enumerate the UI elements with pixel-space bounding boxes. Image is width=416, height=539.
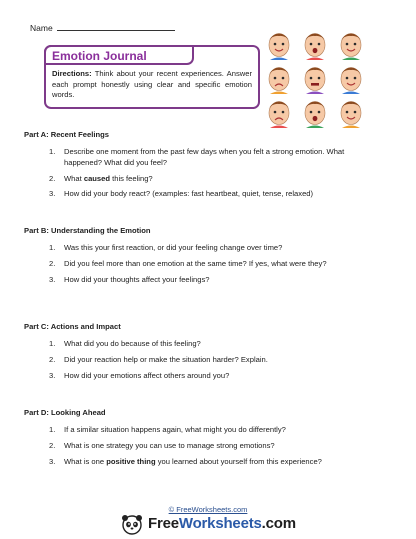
question-number: 3. [49,189,56,199]
question-number: 3. [49,456,56,466]
emotion-faces-icon [262,25,372,135]
face-icon [340,68,362,95]
question-text: this feeling? [110,173,153,183]
question-item [24,339,384,350]
directions-label: Directions: [52,69,92,78]
question-text: Was this your first reaction, or did your feeling change over time? [64,243,283,252]
question-number: 2. [49,440,56,450]
question-text: Did your reaction help or make the situation harder? Explain. [64,354,268,364]
question-item [24,259,384,270]
question-emphasis: caused [83,173,111,183]
section-title: Part A: Recent Feelings [24,130,109,139]
question-text: How did your body react? (examples: fast heartbeat, quiet, tense, relaxed) [64,189,314,199]
question-text: Describe one moment from the past few days when you felt a strong emotion. What happened? What did you feel? [64,147,345,167]
question-number: 3. [49,274,56,284]
face-icon [304,34,326,61]
question-number: 1. [49,147,56,156]
page-title: Emotion Journal [44,45,194,65]
section-b [24,226,384,290]
question-item [24,174,384,185]
question-text: How did your thoughts affect your feelings? [64,274,210,284]
name-line[interactable] [57,22,175,31]
section-title: Part D: Looking Ahead [24,408,106,417]
face-icon [340,34,362,61]
question-text: What is one [64,456,107,466]
face-icon [268,34,290,61]
question-item [24,371,384,382]
face-icon [304,102,326,129]
question-number: 2. [49,258,56,268]
directions-body: Think about your recent experiences. Answer each prompt honestly using clear and specific emotion words. [52,69,252,99]
question-text: What did you do because of this feeling? [64,339,201,348]
question-number: 3. [49,370,56,380]
panda-icon [120,513,144,535]
question-number: 2. [49,354,56,364]
face-icon [268,102,290,129]
logo-text: FreeWorksheets.com [148,515,296,532]
name-field-row [30,22,175,33]
question-number: 1. [49,243,56,252]
question-number: 1. [49,339,56,348]
section-a [24,130,384,205]
title-box [44,45,260,109]
question-number: 2. [49,173,56,183]
question-item [24,243,384,254]
question-item [24,457,384,468]
face-icon [304,68,326,95]
question-text: What [64,173,84,183]
question-item [24,425,384,436]
question-text: How did your emotions affect others around you? [64,370,230,380]
section-d [24,408,384,472]
question-text: If a similar situation happens again, what might you do differently? [64,425,286,434]
question-text: you learned about yourself from this experience? [155,456,322,466]
question-emphasis: positive thing [106,456,156,466]
name-label: Name [30,23,53,33]
question-item [24,147,384,169]
face-icon [340,102,362,129]
directions-text [52,69,252,101]
section-c [24,322,384,386]
question-number: 1. [49,425,56,434]
face-icon [268,68,290,95]
footer-copyright[interactable]: © FreeWorksheets.com [168,505,248,514]
freeworksheets-logo [118,513,308,535]
question-text: Did you feel more than one emotion at the same time? If yes, what were they? [64,258,327,268]
question-item [24,275,384,286]
question-item [24,189,384,200]
section-title: Part C: Actions and Impact [24,322,121,331]
question-item [24,441,384,452]
section-title: Part B: Understanding the Emotion [24,226,151,235]
question-text: What is one strategy you can use to manage strong emotions? [64,440,275,450]
question-item [24,355,384,366]
